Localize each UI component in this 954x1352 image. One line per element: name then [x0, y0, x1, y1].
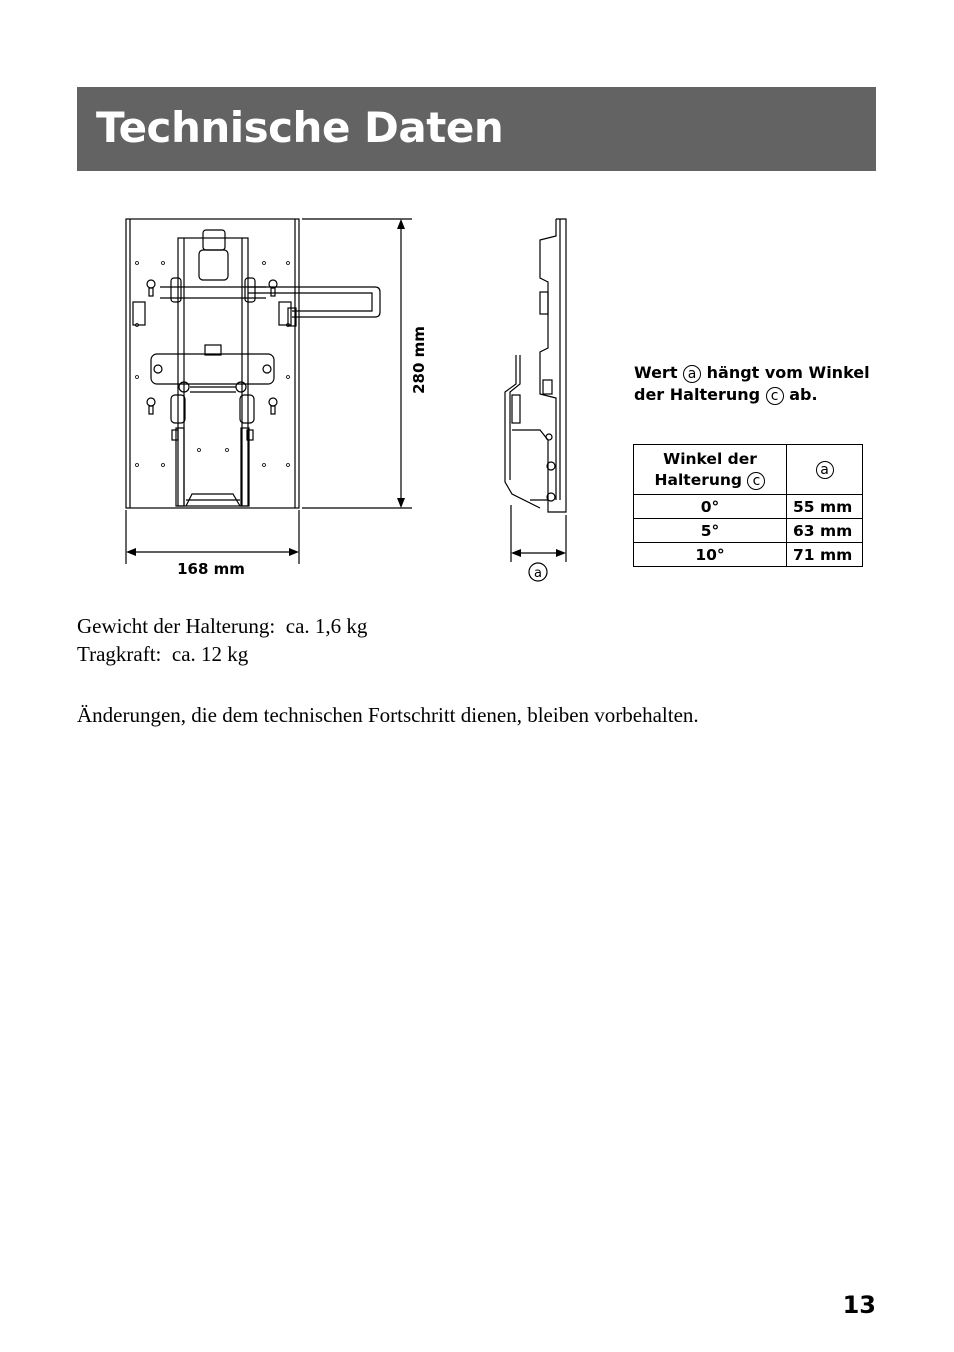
width-dimension [126, 510, 299, 564]
side-view [505, 219, 566, 512]
table-cell-value: 63 mm [787, 519, 863, 543]
angle-note [634, 362, 874, 406]
page-title: Technische Daten [96, 103, 504, 152]
marker-c: c [747, 472, 765, 490]
keyhole-holes [147, 280, 277, 414]
page-number: 13 [842, 1291, 876, 1319]
wall-plate [126, 219, 299, 508]
table-header-row [634, 445, 863, 495]
table-row [634, 495, 863, 519]
vertical-rail [178, 238, 248, 506]
table-header-value [787, 445, 863, 495]
table-row [634, 543, 863, 567]
marker-a: a [683, 365, 701, 383]
weight-spec: Gewicht der Halterung: ca. 1,6 kg [77, 614, 368, 638]
table-cell-angle: 0° [634, 495, 787, 519]
table-row [634, 519, 863, 543]
marker-c: c [766, 387, 784, 405]
center-plate [151, 354, 274, 384]
note-text-1: Wert [634, 363, 678, 382]
height-dimension [302, 219, 412, 508]
table-cell-angle: 10° [634, 543, 787, 567]
table-header-angle: Winkel der Halterung c [634, 445, 787, 495]
table-cell-angle: 5° [634, 519, 787, 543]
width-label: 168 mm [177, 560, 245, 578]
disclaimer-text: Änderungen, die dem technischen Fortschritt dienen, bleiben vorbehalten. [77, 703, 699, 727]
table-cell-value: 71 mm [787, 543, 863, 567]
angle-table [633, 444, 863, 567]
table-cell-value: 55 mm [787, 495, 863, 519]
capacity-spec: Tragkraft: ca. 12 kg [77, 642, 249, 666]
marker-a-label: a [534, 566, 542, 581]
mounting-holes [136, 262, 290, 467]
note-text-2: hängt vom Winkel der Halterung [634, 363, 870, 404]
marker-a: a [816, 461, 834, 479]
height-label: 280 mm [410, 326, 428, 394]
note-text-3: ab. [789, 385, 818, 404]
